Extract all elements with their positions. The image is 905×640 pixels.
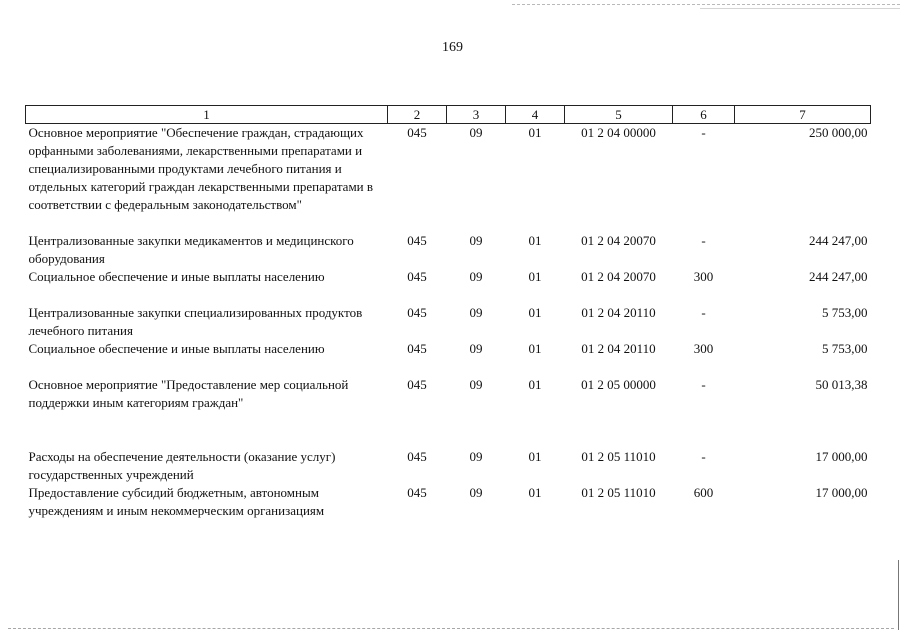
scan-edge-right [898,560,899,630]
row-spacer [26,412,871,430]
row-expense-type: 300 [693,269,714,284]
row-target-code: 01 2 04 00000 [581,125,656,140]
table-row [26,304,871,340]
row-target-code: 01 2 05 00000 [581,377,656,392]
row-section-code: 09 [469,125,483,140]
row-name: Основное мероприятие "Обеспечение граждан, страдающих орфанными заболеваниями, лекарственными препаратами и специализированными продуктами лечебного питания и отдельных категорий граждан лекарственными препаратами в соответствии с федеральным законодательством" [28,125,374,212]
row-name: Расходы на обеспечение деятельности (оказание услуг) государственных учреждений [28,449,336,482]
row-amount: 250 000,00 [809,125,868,140]
row-spacer [26,430,871,448]
row-section-code: 09 [469,377,483,392]
column-header-2: 2 [388,106,447,124]
row-section-code: 09 [469,485,483,500]
row-name: Социальное обеспечение и иные выплаты населению [28,341,325,356]
row-section-code: 09 [469,233,483,248]
table-row [26,484,871,520]
row-section-code: 09 [469,269,483,284]
table-row [26,448,871,484]
row-expense-type: 600 [693,485,714,500]
column-header-6: 6 [673,106,735,124]
row-expense-type: - [701,305,706,320]
row-target-code: 01 2 05 11010 [581,449,656,464]
table-row [26,268,871,286]
scan-edge-bottom [8,628,894,629]
scan-edge-top-secondary [700,8,900,9]
row-target-code: 01 2 04 20110 [581,341,656,356]
row-name: Централизованные закупки медикаментов и медицинского оборудования [28,233,354,266]
column-header-5: 5 [565,106,673,124]
row-section-code: 09 [469,341,483,356]
row-ministry-code: 045 [407,233,427,248]
table-row [26,124,871,215]
column-header-1: 1 [26,106,388,124]
row-amount: 244 247,00 [809,269,868,284]
row-expense-type: - [701,377,706,392]
row-subsection-code: 01 [528,269,542,284]
page-number: 169 [442,40,463,55]
row-name: Централизованные закупки специализированных продуктов лечебного питания [28,305,363,338]
table-row [26,376,871,412]
row-expense-type: - [701,125,706,140]
row-subsection-code: 01 [528,125,542,140]
row-ministry-code: 045 [407,305,427,320]
row-spacer [26,286,871,304]
row-subsection-code: 01 [528,233,542,248]
row-expense-type: 300 [693,341,714,356]
row-amount: 50 013,38 [815,377,868,392]
row-target-code: 01 2 04 20070 [581,233,656,248]
row-ministry-code: 045 [407,449,427,464]
budget-table [25,105,871,520]
row-subsection-code: 01 [528,377,542,392]
column-number-row [26,106,871,124]
row-expense-type: - [701,449,706,464]
row-target-code: 01 2 04 20110 [581,305,656,320]
row-spacer [26,358,871,376]
row-ministry-code: 045 [407,341,427,356]
row-section-code: 09 [469,305,483,320]
row-amount: 17 000,00 [815,449,868,464]
table-row [26,232,871,268]
row-target-code: 01 2 05 11010 [581,485,656,500]
scan-edge-top [512,4,900,5]
row-amount: 5 753,00 [822,305,868,320]
row-amount: 244 247,00 [809,233,868,248]
row-ministry-code: 045 [407,269,427,284]
row-subsection-code: 01 [528,449,542,464]
row-section-code: 09 [469,449,483,464]
row-ministry-code: 045 [407,377,427,392]
row-target-code: 01 2 04 20070 [581,269,656,284]
row-ministry-code: 045 [407,125,427,140]
table-row [26,340,871,358]
column-header-4: 4 [506,106,565,124]
column-header-3: 3 [447,106,506,124]
row-subsection-code: 01 [528,305,542,320]
row-expense-type: - [701,233,706,248]
row-spacer [26,214,871,232]
row-name: Предоставление субсидий бюджетным, автономным учреждениям и иным некоммерческим организациям [28,485,325,518]
row-amount: 17 000,00 [815,485,868,500]
row-subsection-code: 01 [528,341,542,356]
column-header-7: 7 [735,106,871,124]
row-amount: 5 753,00 [822,341,868,356]
row-name: Основное мероприятие "Предоставление мер социальной поддержки иным категориям граждан" [28,377,349,410]
row-ministry-code: 045 [407,485,427,500]
row-subsection-code: 01 [528,485,542,500]
row-name: Социальное обеспечение и иные выплаты населению [28,269,325,284]
